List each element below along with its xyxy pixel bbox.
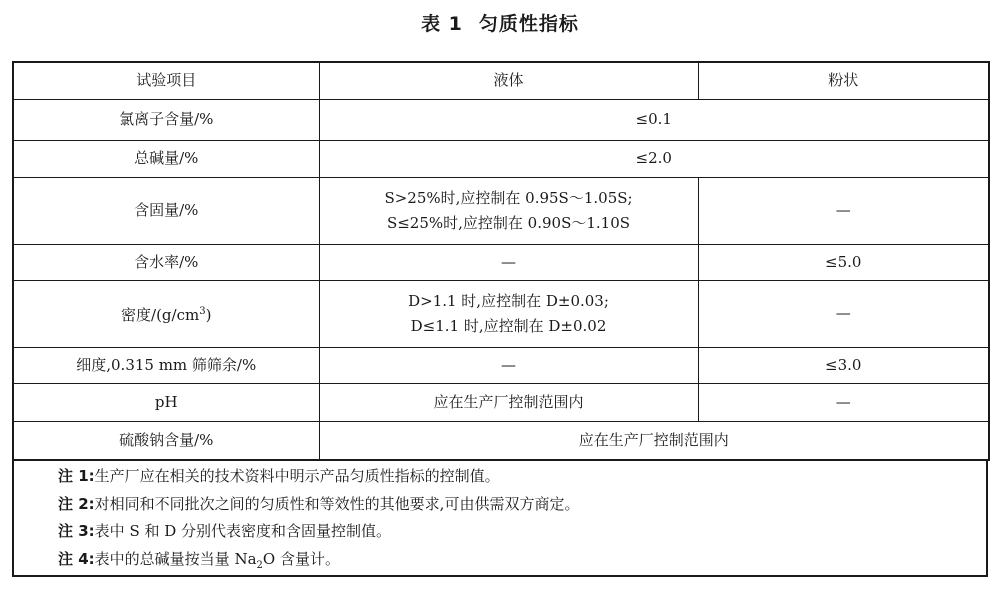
cell-item: 含固量/% <box>13 177 319 244</box>
cell-liquid-value: — <box>319 347 698 383</box>
table-row <box>13 140 989 177</box>
cell-merged-value: ≤2.0 <box>319 140 989 177</box>
cell-item <box>13 280 319 347</box>
cell-powder-value: — <box>698 383 989 421</box>
cell-powder-value: — <box>698 280 989 347</box>
table-title <box>0 9 1000 39</box>
cell-liquid-value: — <box>319 244 698 280</box>
note-item <box>58 546 986 574</box>
cell-item: 含水率/% <box>13 244 319 280</box>
density-unit-exponent: 3 <box>199 306 206 317</box>
cell-powder-value: ≤3.0 <box>698 347 989 383</box>
cell-line: S≤25%时,应控制在 0.90S～1.10S <box>386 213 631 232</box>
table-row <box>13 383 989 421</box>
cell-line: D>1.1 时,应控制在 D±0.03; <box>408 291 609 310</box>
note-text: 表中 S 和 D 分别代表密度和含固量控制值。 <box>94 522 392 540</box>
header-liquid: 液体 <box>319 62 698 99</box>
cell-item: 硫酸钠含量/% <box>13 421 319 460</box>
header-powder: 粉状 <box>698 62 989 99</box>
header-test-item: 试验项目 <box>13 62 319 99</box>
cell-item: 氯离子含量/% <box>13 99 319 140</box>
table-row <box>13 177 989 244</box>
cell-liquid-value <box>319 177 698 244</box>
table-title-text: 匀质性指标 <box>478 13 579 35</box>
note-label: 注 1: <box>58 467 95 485</box>
note-label: 注 4: <box>58 549 95 568</box>
cell-line: S>25%时,应控制在 0.95S～1.05S; <box>384 188 633 207</box>
density-label-close: ) <box>205 306 212 324</box>
table-row <box>13 99 989 140</box>
cell-liquid-value <box>319 280 698 347</box>
table-row <box>13 244 989 280</box>
note-item <box>58 518 986 546</box>
table-header-row <box>13 62 989 99</box>
cell-liquid-value: 应在生产厂控制范围内 <box>319 383 698 421</box>
cell-powder-value: ≤5.0 <box>698 244 989 280</box>
table-row <box>13 347 989 383</box>
note-text: 生产厂应在相关的技术资料中明示产品匀质性指标的控制值。 <box>94 467 500 485</box>
sodium-subscript: 2 <box>256 559 263 571</box>
cell-item: 细度,0.315 mm 筛筛余/% <box>13 347 319 383</box>
uniformity-spec-table <box>12 61 990 461</box>
density-label: 密度/(g/cm <box>121 306 200 324</box>
cell-item: pH <box>13 383 319 421</box>
cell-line: D≤1.1 时,应控制在 D±0.02 <box>410 316 607 335</box>
table-number: 表 1 <box>421 13 463 35</box>
table-notes <box>12 459 988 577</box>
note-text: 对相同和不同批次之间的匀质性和等效性的其他要求,可由供需双方商定。 <box>94 494 580 513</box>
cell-powder-value: — <box>698 177 989 244</box>
cell-merged-value: 应在生产厂控制范围内 <box>319 421 989 460</box>
table-row <box>13 280 989 347</box>
cell-merged-value: ≤0.1 <box>319 99 989 140</box>
note-item <box>58 491 986 519</box>
note-label: 注 2: <box>58 494 95 513</box>
note-text: 表中的总碱量按当量 Na <box>94 549 257 568</box>
note-item <box>58 463 986 491</box>
note-label: 注 3: <box>58 522 95 540</box>
note-text-end: O 含量计。 <box>262 549 340 568</box>
cell-item: 总碱量/% <box>13 140 319 177</box>
table-row <box>13 421 989 460</box>
